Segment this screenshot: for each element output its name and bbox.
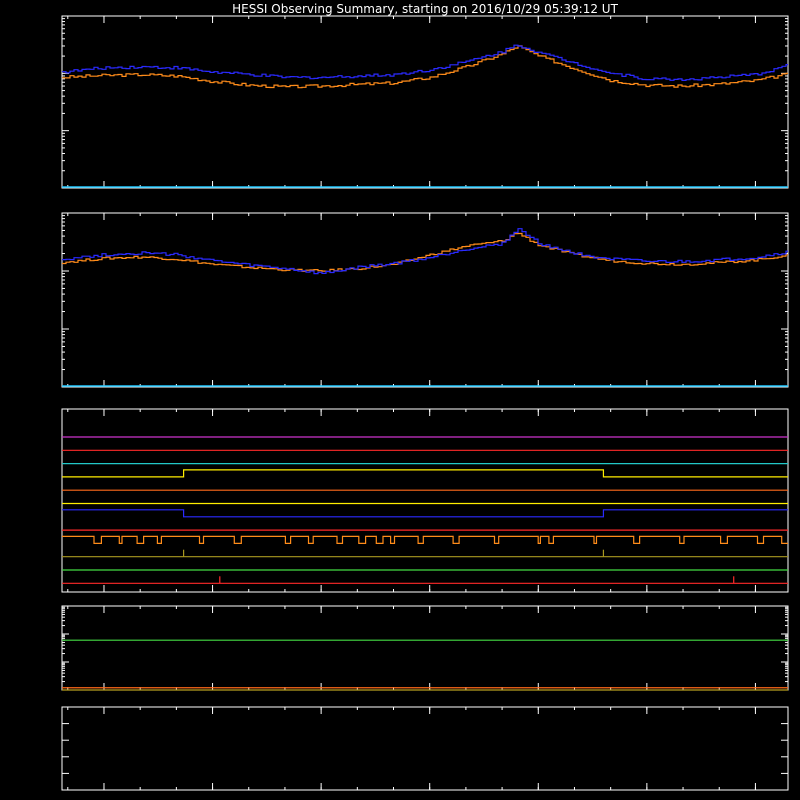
light-curve-series-0	[62, 234, 788, 272]
flag-trace-6	[62, 510, 788, 517]
light-curve-series-0	[62, 46, 788, 88]
flag-trace-3	[62, 470, 788, 477]
panel-frame-front	[62, 16, 788, 188]
light-curve-series-1	[62, 229, 788, 274]
panel-frame-rear	[62, 213, 788, 387]
panel-frame-dec	[62, 606, 788, 690]
figure-title: HESSI Observing Summary, starting on 2016/10/29 05:39:12 UT	[232, 2, 618, 16]
panel-frame-live	[62, 707, 788, 790]
flag-trace-8	[62, 536, 788, 543]
